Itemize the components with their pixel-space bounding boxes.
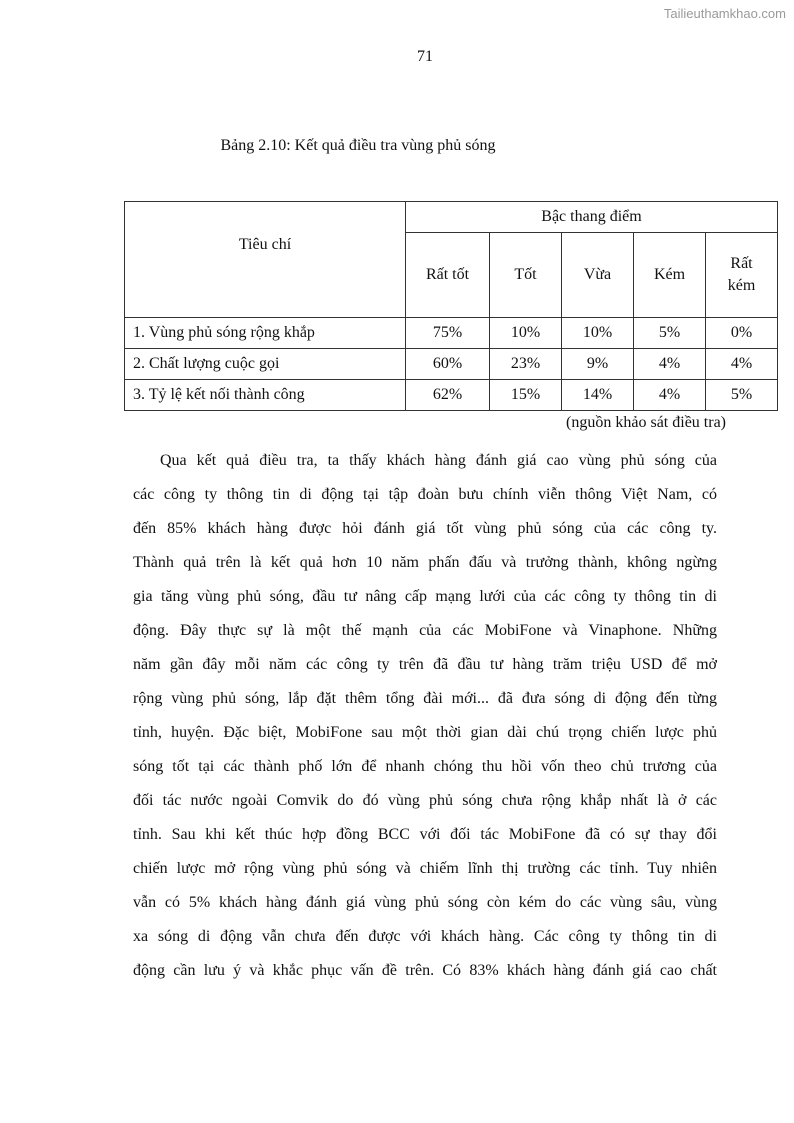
- row-label: 1. Vùng phủ sóng rộng khắp: [125, 318, 406, 349]
- paragraph-line: rộng vùng phủ sóng, lắp đặt thêm tổng đài mới... đã đưa sóng di động đến từng: [133, 690, 717, 707]
- row-label: 2. Chất lượng cuộc gọi: [125, 349, 406, 380]
- scale-header: Bậc thang điểm: [406, 202, 778, 233]
- paragraph-line: vẫn có 5% khách hàng đánh giá vùng phủ sóng còn kém do các vùng sâu, vùng: [133, 894, 717, 911]
- watermark: Tailieuthamkhao.com: [663, 6, 786, 21]
- table-source: (nguồn khảo sát điều tra): [566, 414, 726, 431]
- cell: 4%: [634, 380, 706, 411]
- paragraph-line: gia tăng vùng phủ sóng, đầu tư nâng cấp mạng lưới của các công ty thông tin di: [133, 588, 717, 605]
- column-header: Rất tốt: [406, 233, 490, 318]
- paragraph-line: năm gần đây mỗi năm các công ty trên đã đầu tư hàng trăm triệu USD để mở: [133, 656, 717, 673]
- paragraph-line: Qua kết quả điều tra, ta thấy khách hàng đánh giá cao vùng phủ sóng của: [160, 452, 717, 469]
- cell: 10%: [490, 318, 562, 349]
- paragraph-line: động cần lưu ý và khắc phục vấn đề trên. Có 83% khách hàng đánh giá cao chất: [133, 962, 717, 979]
- cell: 60%: [406, 349, 490, 380]
- table-row: [125, 318, 778, 349]
- cell: 5%: [706, 380, 778, 411]
- criteria-header: Tiêu chí: [125, 202, 406, 318]
- paragraph-line: đối tác nước ngoài Comvik do đó vùng phủ sóng chưa rộng khắp nhất là ở các: [133, 792, 717, 809]
- cell: 4%: [706, 349, 778, 380]
- cell: 75%: [406, 318, 490, 349]
- cell: 4%: [634, 349, 706, 380]
- paragraph-line: sóng tốt tại các thành phố lớn để nhanh chóng thu hồi vốn theo chủ trương của: [133, 758, 717, 775]
- paragraph-line: động. Đây thực sự là một thế mạnh của các MobiFone và Vinaphone. Những: [133, 622, 717, 639]
- page-number: 71: [417, 48, 433, 65]
- cell: 10%: [562, 318, 634, 349]
- cell: 62%: [406, 380, 490, 411]
- cell: 14%: [562, 380, 634, 411]
- cell: 5%: [634, 318, 706, 349]
- paragraph-line: tỉnh. Sau khi kết thúc hợp đồng BCC với đối tác MobiFone đã có sự thay đổi: [133, 826, 717, 843]
- row-label: 3. Tỷ lệ kết nối thành công: [125, 380, 406, 411]
- paragraph-line: đến 85% khách hàng được hỏi đánh giá tốt vùng phủ sóng của các công ty.: [133, 520, 717, 537]
- paragraph-line: xa sóng di động vẫn chưa đến được với khách hàng. Các công ty thông tin di: [133, 928, 717, 945]
- cell: 15%: [490, 380, 562, 411]
- column-header: Rất kém: [706, 233, 778, 318]
- cell: 23%: [490, 349, 562, 380]
- paragraph-line: tỉnh, huyện. Đặc biệt, MobiFone sau một thời gian dài chú trọng chiến lược phủ: [133, 724, 717, 741]
- column-header: Tốt: [490, 233, 562, 318]
- body-paragraph: [133, 450, 717, 994]
- cell: 9%: [562, 349, 634, 380]
- survey-table: [124, 201, 778, 411]
- table-row: [125, 349, 778, 380]
- paragraph-line: chiến lược mở rộng vùng phủ sóng và chiếm lĩnh thị trường các tỉnh. Tuy nhiên: [133, 860, 717, 877]
- cell: 0%: [706, 318, 778, 349]
- paragraph-line: Thành quả trên là kết quả hơn 10 năm phấn đấu và trưởng thành, không ngừng: [133, 554, 717, 571]
- paragraph-line: các công ty thông tin di động tại tập đoàn bưu chính viễn thông Việt Nam, có: [133, 486, 717, 503]
- table-row: [125, 380, 778, 411]
- column-header: Vừa: [562, 233, 634, 318]
- column-header: Kém: [634, 233, 706, 318]
- table-caption: Bảng 2.10: Kết quả điều tra vùng phủ sóng: [220, 137, 496, 154]
